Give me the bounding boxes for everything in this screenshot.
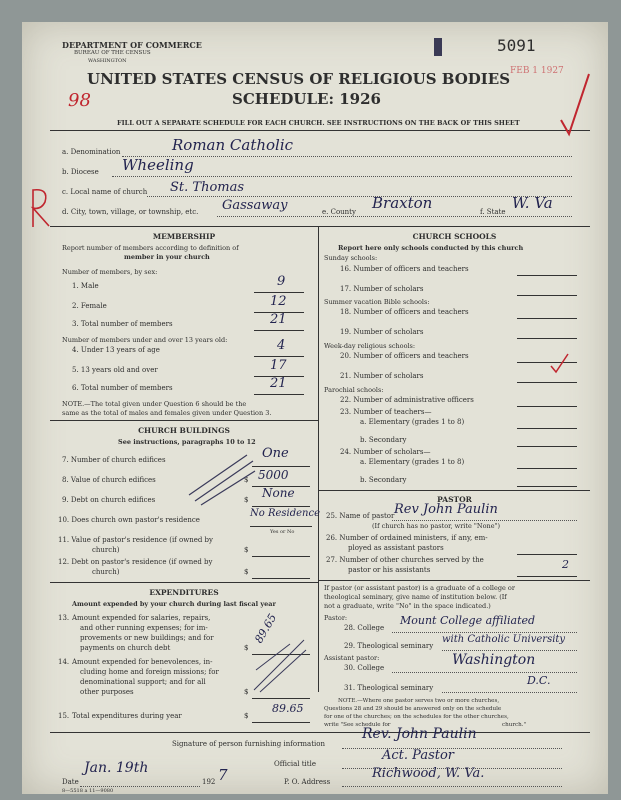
q14-dollar: $ <box>244 688 249 696</box>
official-title-label: Official title <box>274 760 316 768</box>
q7-value[interactable]: One <box>262 446 289 461</box>
q16-box[interactable] <box>517 265 577 276</box>
q17-box[interactable] <box>517 285 577 296</box>
q25-hint: (If church has no pastor, write "None") <box>372 522 501 530</box>
q7-no: 7. <box>62 456 69 464</box>
q29-value[interactable]: with Catholic University <box>442 634 566 645</box>
q14-line-3: denominational support; and for all <box>80 678 206 686</box>
pastor-note-3: for one of the churches; on the schedules for the other churches, <box>324 714 509 720</box>
instruction: FILL OUT A SEPARATE SCHEDULE FOR EACH CHURCH. SEE INSTRUCTIONS ON THE BACK OF THIS SHEET <box>117 119 520 127</box>
hand-number: 98 <box>68 90 91 111</box>
section-top-rule <box>50 226 590 227</box>
q11-no: 11. <box>58 536 70 544</box>
schools-title: CHURCH SCHOOLS <box>412 232 497 241</box>
q31-value[interactable]: D.C. <box>527 674 551 687</box>
pastor-note-5: church." <box>502 722 527 728</box>
q9-value[interactable]: None <box>262 486 295 500</box>
membership-subtitle-2: member in your church <box>124 253 210 261</box>
q4-value[interactable]: 4 <box>277 338 286 353</box>
q11-label: Value of pastor's residence (if owned by <box>71 536 213 544</box>
form-code: 8—5518 a 11—9080 <box>62 788 114 794</box>
pastor-note-4: write "See schedule for <box>324 722 391 728</box>
membership-subtitle-1: Report number of members according to definition of <box>62 244 239 252</box>
pastor-name[interactable]: Rev John Paulin <box>394 502 498 517</box>
q28-value[interactable]: Mount College affiliated <box>400 614 536 627</box>
q25-label: 25. Name of pastor <box>326 512 395 520</box>
q12-box[interactable] <box>252 568 310 579</box>
q22-label: 22. Number of administrative officers <box>340 396 474 404</box>
county-label: e. County <box>322 208 356 216</box>
q30-value[interactable]: Washington <box>452 652 536 668</box>
membership-note-2: same as the total of males and females given under Question 3. <box>62 409 272 417</box>
buildings-title: CHURCH BUILDINGS <box>138 426 230 435</box>
q30-line <box>392 672 577 673</box>
q6-value[interactable]: 21 <box>270 376 287 391</box>
q28-label: 28. College <box>344 624 385 632</box>
q5-label: 13 years old and over <box>80 366 158 374</box>
q1-value[interactable]: 9 <box>277 274 286 289</box>
q9-label: Debt on church edifices <box>70 496 156 504</box>
schools-bottom-rule <box>319 490 590 491</box>
by-sex-label: Number of members, by sex: <box>62 268 158 276</box>
grad-text-3: not a graduate, write "No" in the space indicated.) <box>324 602 491 610</box>
local-name-label: c. Local name of church <box>62 188 148 196</box>
schedule-title: SCHEDULE: 1926 <box>232 90 381 108</box>
buildings-subtitle: See instructions, paragraphs 10 to 12 <box>118 438 256 446</box>
red-check-icon <box>547 352 571 376</box>
year-suffix[interactable]: 7 <box>218 766 228 784</box>
q8-label: Value of church edifices <box>70 476 156 484</box>
q11-dollar: $ <box>244 546 249 554</box>
q3-value[interactable]: 21 <box>270 312 287 327</box>
q13-line-3: provements or new buildings; and for <box>80 634 214 642</box>
q13-line-1: Amount expended for salaries, repairs, <box>72 614 211 622</box>
q24a-label: a. Elementary (grades 1 to 8) <box>360 458 465 466</box>
q30-label: 30. College <box>344 664 385 672</box>
q23b-label: b. Secondary <box>360 436 407 444</box>
q10-label: Does church own pastor's residence <box>71 516 200 524</box>
q4-label: Under 13 years of age <box>80 346 160 354</box>
buildings-bottom-rule <box>50 582 318 583</box>
q26-label-2: ployed as assistant pastors <box>348 544 444 552</box>
column-divider <box>318 227 319 692</box>
membership-title: MEMBERSHIP <box>152 232 216 241</box>
q1-label: Male <box>80 282 99 290</box>
q12-label: Debt on pastor's residence (if owned by <box>71 558 213 566</box>
membership-note-1: NOTE.—The total given under Question 6 should be the <box>62 400 247 408</box>
local-name-value[interactable]: St. Thomas <box>170 180 245 195</box>
city-line <box>217 216 572 217</box>
q10-value[interactable]: No Residence <box>250 508 321 519</box>
expenditure-scribble <box>250 634 310 694</box>
diocese-line <box>112 176 572 177</box>
q1-no: 1. <box>72 282 79 290</box>
q19-label: 19. Number of scholars <box>340 328 424 336</box>
q26-label: 26. Number of ordained ministers, if any, em- <box>326 534 488 542</box>
q24b-box[interactable] <box>517 476 577 487</box>
q21-label: 21. Number of scholars <box>340 372 424 380</box>
expenditures-title: EXPENDITURES <box>149 588 219 597</box>
grad-text-1: If pastor (or assistant pastor) is a graduate of a college or <box>324 584 515 592</box>
q13-line-4: payments on church debt <box>80 644 171 652</box>
pastor-note-2: Questions 28 and 29 should be answered only on the schedule <box>324 706 502 712</box>
bureau: BUREAU OF THE CENSUS <box>74 50 151 56</box>
q14-no: 14. <box>58 658 70 666</box>
q23a-label: a. Elementary (grades 1 to 8) <box>360 418 465 426</box>
membership-bottom-rule <box>50 420 318 421</box>
date-line <box>80 786 200 787</box>
q23-label: 23. Number of teachers— <box>340 408 432 416</box>
q12-no: 12. <box>58 558 70 566</box>
denomination-value[interactable]: Roman Catholic <box>172 136 294 154</box>
q29-label: 29. Theological seminary <box>344 642 434 650</box>
red-check-mark-icon <box>557 72 597 142</box>
pastor-title: PASTOR <box>437 495 472 504</box>
q3-no: 3. <box>72 320 79 328</box>
q6-label: Total number of members <box>80 384 173 392</box>
q22-box[interactable] <box>517 396 577 407</box>
q10-no: 10. <box>58 516 70 524</box>
pastor-note-1: NOTE.—Where one pastor serves two or more churches, <box>338 698 500 704</box>
q12-label-2: church) <box>92 568 120 576</box>
department: DEPARTMENT OF COMMERCE <box>62 40 202 50</box>
city-label: WASHINGTON <box>88 58 127 64</box>
year-prefix: 192 <box>202 778 216 786</box>
city-value[interactable]: Gassaway <box>222 198 288 213</box>
under-over-label: Number of members under and over 13 years old: <box>62 336 228 344</box>
q8-no: 8. <box>62 476 69 484</box>
denomination-label: a. Denomination <box>62 148 121 156</box>
q13-dollar: $ <box>244 644 249 652</box>
q15-value[interactable]: 89.65 <box>272 702 304 715</box>
local-name-line <box>147 196 572 197</box>
q11-label-2: church) <box>92 546 120 554</box>
q23a-box[interactable] <box>517 418 577 429</box>
q7-label: Number of church edifices <box>70 456 166 464</box>
q15-dollar: $ <box>244 712 249 720</box>
weekday-label: Week-day religious schools: <box>324 342 416 350</box>
grad-text-2: theological seminary, give name of institution below. (If <box>324 593 507 601</box>
q5-value[interactable]: 17 <box>270 358 287 373</box>
diocese-value[interactable]: Wheeling <box>122 156 194 174</box>
q27-label-2: pastor or his assistants <box>348 566 431 574</box>
q8-dollar: $ <box>244 476 249 484</box>
q18-box[interactable] <box>517 308 577 319</box>
official-title-value[interactable]: Act. Pastor <box>382 748 455 763</box>
q26-box[interactable] <box>517 544 577 555</box>
q2-value[interactable]: 12 <box>270 294 287 309</box>
expenditures-subtitle: Amount expended by your church during last fiscal year <box>72 600 276 608</box>
q27-value[interactable]: 2 <box>562 558 569 571</box>
q23b-box[interactable] <box>517 436 577 447</box>
red-r-mark-icon <box>27 182 57 232</box>
po-line <box>342 786 562 787</box>
q31-line <box>442 692 577 693</box>
q24b-label: b. Secondary <box>360 476 407 484</box>
diocese-label: b. Diocese <box>62 168 99 176</box>
q24a-box[interactable] <box>517 458 577 469</box>
yes-no-hint: Yes or No <box>270 529 295 535</box>
state-value[interactable]: W. Va <box>512 194 553 212</box>
q18-label: 18. Number of officers and teachers <box>340 308 469 316</box>
schools-subtitle: Report here only schools conducted by this church <box>338 244 524 252</box>
asst-sublabel: Assistant pastor: <box>324 654 380 662</box>
city-label-field: d. City, town, village, or township, etc. <box>62 208 199 216</box>
po-value[interactable]: Richwood, W. Va. <box>372 766 485 781</box>
sunday-label: Sunday schools: <box>324 254 378 262</box>
county-value[interactable]: Braxton <box>372 194 433 212</box>
q31-label: 31. Theological seminary <box>344 684 434 692</box>
date-label: Date <box>62 778 79 786</box>
stamp-mark <box>434 38 442 56</box>
q6-no: 6. <box>72 384 79 392</box>
q15-no: 15. <box>58 712 70 720</box>
q16-label: 16. Number of officers and teachers <box>340 265 469 273</box>
q29-line <box>442 650 577 651</box>
footer-top-rule <box>50 732 590 733</box>
q4-no: 4. <box>72 346 79 354</box>
q19-box[interactable] <box>517 328 577 339</box>
q9-dollar: $ <box>244 496 249 504</box>
state-label: f. State <box>480 208 506 216</box>
received-stamp: FEB 1 1927 <box>510 66 564 76</box>
date-value[interactable]: Jan. 19th <box>84 760 149 776</box>
q14-line-4: other purposes <box>80 688 134 696</box>
header-rule <box>50 130 590 131</box>
pastor-sublabel: Pastor: <box>324 614 348 622</box>
po-label: P. O. Address <box>284 778 331 786</box>
q20-label: 20. Number of officers and teachers <box>340 352 469 360</box>
q15-label: Total expenditures during year <box>72 712 182 720</box>
q13-value[interactable]: 89.65 <box>252 611 280 646</box>
q5-no: 5. <box>72 366 79 374</box>
q24-label: 24. Number of scholars— <box>340 448 431 456</box>
q28-line <box>392 632 577 633</box>
q9-no: 9. <box>62 496 69 504</box>
q13-no: 13. <box>58 614 70 622</box>
q8-value[interactable]: 5000 <box>258 468 289 482</box>
q25-line <box>392 520 577 521</box>
stamp-number: 5091 <box>497 36 536 55</box>
q2-label: Female <box>80 302 107 310</box>
q14-line-1: Amount expended for benevolences, in- <box>72 658 213 666</box>
q17-label: 17. Number of scholars <box>340 285 424 293</box>
strike-through-scribble <box>187 447 257 507</box>
signature-label: Signature of person furnishing information <box>172 740 326 748</box>
q11-box[interactable] <box>252 546 310 557</box>
form-title: UNITED STATES CENSUS OF RELIGIOUS BODIES <box>87 70 511 88</box>
pastor-mid-rule <box>319 580 590 581</box>
q2-no: 2. <box>72 302 79 310</box>
signature-value[interactable]: Rev. John Paulin <box>362 726 477 742</box>
q13-line-2: and other running expenses; for im- <box>80 624 208 632</box>
q12-dollar: $ <box>244 568 249 576</box>
q14-line-2: cluding home and foreign missions; for <box>80 668 219 676</box>
summer-label: Summer vacation Bible schools: <box>324 298 430 306</box>
q3-label: Total number of members <box>80 320 173 328</box>
q27-label: 27. Number of other churches served by the <box>326 556 484 564</box>
census-schedule-sheet <box>22 22 608 794</box>
parochial-label: Parochial schools: <box>324 386 384 394</box>
